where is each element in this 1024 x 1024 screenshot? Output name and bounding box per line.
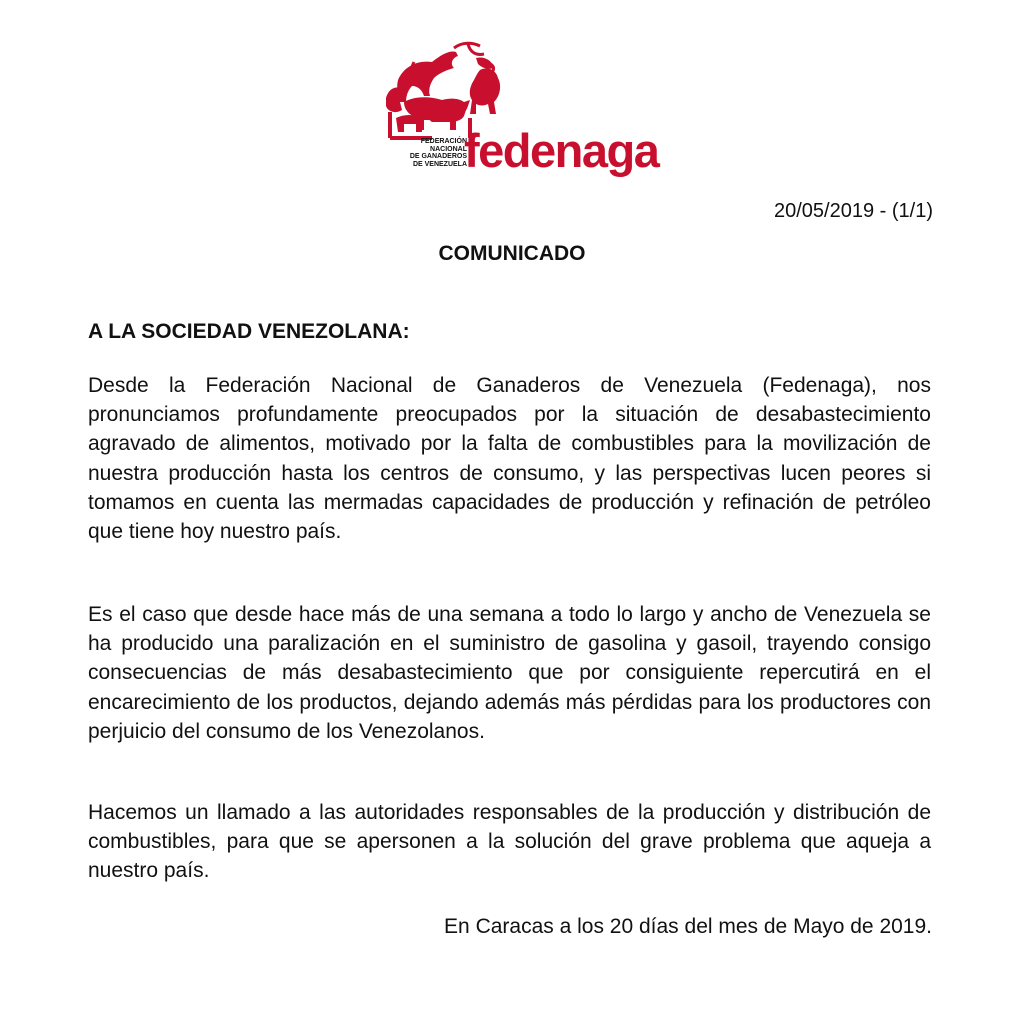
fedenaga-logo [384,40,659,185]
document-date: 20/05/2019 - (1/1) [774,200,933,222]
body-paragraph: Desde la Federación Nacional de Ganaderos de Venezuela (Fedenaga), nos pronunciamos profundamente preocupados por la situación de desabastecimiento agravado de alimentos, motivado por la falta de combustibles para la movilización de nuestra producción hasta los centros de consumo, y las perspectivas lucen peores si tomamos en cuenta las mermadas capacidades de producción y refinación de petróleo que tiene hoy nuestro país. [88,374,931,544]
logo-org-line: DE GANADEROS [409,153,467,160]
logo-wordmark: fedenaga [464,124,659,177]
logo-organization-name [391,138,467,168]
logo-org-line: NACIONAL [430,145,467,153]
body-paragraph: Hacemos un llamado a las autoridades responsables de la producción y distribución de combustibles, para que se apersonen a la solución del grave problema que aqueja a nuestro país. [88,801,931,883]
logo-org-line: DE VENEZUELA [412,160,467,168]
document-title: COMUNICADO [438,242,586,265]
logo-org-line: FEDERACIÓN [420,138,467,145]
body-paragraph: Es el caso que desde hace más de una semana a todo lo largo y ancho de Venezuela se ha producido una paralización en el suministro de gasolina y gasoil, trayendo consigo consecuencias de más desabastecimiento que por consiguiente repercutirá en el encarecimiento de los productos, dejando además más pérdidas para los productores con perjuicio del consumo de los Venezolanos. [88,603,931,743]
closing-line: En Caracas a los 20 días del mes de Mayo de 2019. [444,915,932,938]
salutation: A LA SOCIEDAD VENEZOLANA: [88,320,410,343]
